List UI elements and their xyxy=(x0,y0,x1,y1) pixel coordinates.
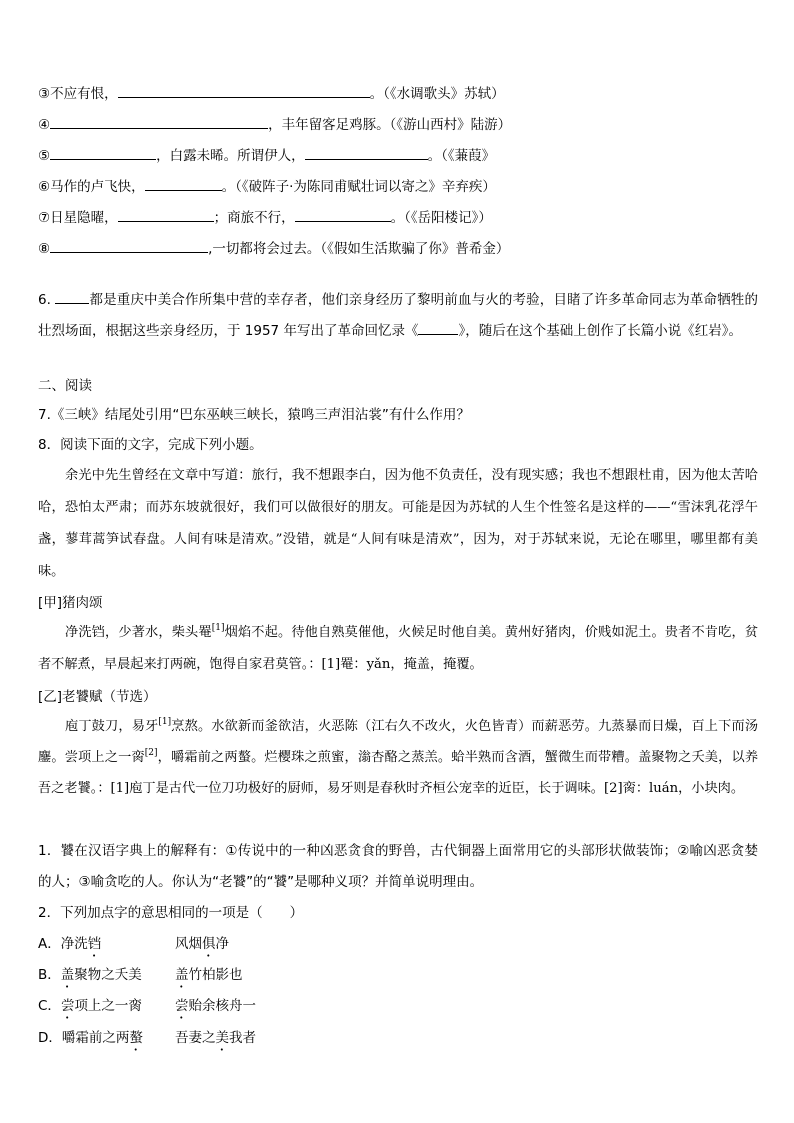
option-label: A． xyxy=(38,936,61,952)
line-4-source: ，丰年留客足鸡豚。（《游山西村》陆游） xyxy=(268,117,512,133)
dotted-char: 盖 xyxy=(175,967,189,983)
sub-question-1: 1．饕在汉语字典上的解释有：①传说中的一种凶恶贪食的野兽，古代铜器上面常用它的头部形状做装饰；②喻凶恶贪婪的人；③喻贪吃的人。你认为“老饕”的“饕”是哪种义项？并简单说明理由。 xyxy=(38,843,758,890)
option-label: D． xyxy=(38,1030,62,1046)
section-heading: 二、阅读 xyxy=(38,378,92,394)
answer-blank[interactable] xyxy=(50,238,208,253)
line-3-source: 。（《水调歌头》苏轼） xyxy=(369,86,505,102)
passage-intro: 余光中先生曾经在文章中写道：旅行，我不想跟李白，因为他不负责任，没有现实感；我也不想跟杜甫，因为他太苦哈哈，恐怕太严肃；而苏东坡就很好，我们可以做很好的朋友。可能是因为苏轼的人生个性签名是这样的——“雪沫乳花浮午盏，蓼茸蒿笋试春盘。人间有味是清欢。”没错，就是“人间有味是清欢”，因为，对于苏轼来说，无论在哪里，哪里都有美味。 xyxy=(38,468,758,579)
passage-jia xyxy=(38,617,758,681)
passage-jia-title: [甲]猪肉颂 xyxy=(38,595,103,611)
option-label: C． xyxy=(38,998,61,1014)
option-left-text: 项上之一脔 xyxy=(74,998,142,1014)
line-7-source: 。（《岳阳楼记》） xyxy=(390,210,492,226)
line-7-prefix: ⑦日星隐曜， xyxy=(38,210,118,226)
footnote-mark: [1] xyxy=(211,623,225,633)
question-6-text: 都是重庆中美合作所集中营的幸存者，他们亲身经历了黎明前血与火的考验，目睹了许多革命同志为革命牺牲的壮烈场面，根据这些亲身经历，于 1957 年写出了革命回忆录《 xyxy=(38,292,758,339)
answer-blank[interactable] xyxy=(50,114,268,129)
answer-blank[interactable] xyxy=(145,176,222,191)
line-5-source: 。（《蒹葭》 xyxy=(427,148,496,164)
option-right-text: 净 xyxy=(215,936,229,952)
answer-blank[interactable] xyxy=(55,289,89,304)
yi-text-2: 烹熬。水欲新而釜欲洁，火恶陈（江右久不改火，火色皆青）而薪恶劳。九蒸暴而日燥，百上下而汤鏖。尝项上之一脔 xyxy=(38,719,759,765)
line-6-source: 。（《破阵子·为陈同甫赋壮词以寄之》辛弃疾） xyxy=(221,179,496,195)
line-5-prefix: ⑤ xyxy=(38,148,51,164)
question-6-text-end: 》，随后在这个基础上创作了长篇小说《红岩》。 xyxy=(458,323,742,339)
answer-blank[interactable] xyxy=(295,207,391,222)
option-a[interactable] xyxy=(38,935,229,960)
option-left-text: 聚物之夭美 xyxy=(74,967,142,983)
footnote-mark: [2] xyxy=(144,748,158,758)
answer-blank[interactable] xyxy=(50,145,156,160)
dotted-char: 美 xyxy=(215,1030,229,1046)
answer-blank[interactable] xyxy=(305,145,428,160)
answer-blank[interactable] xyxy=(418,320,458,335)
dotted-char: 尝 xyxy=(60,998,75,1014)
option-c[interactable] xyxy=(38,997,256,1022)
yi-text-1: 庖丁鼓刀，易牙 xyxy=(65,719,159,734)
option-right-text: 风烟 xyxy=(175,936,202,952)
option-right-text: 贻余核舟一 xyxy=(188,998,256,1014)
passage-yi-title: [乙]老饕赋（节选） xyxy=(38,689,157,705)
option-b[interactable] xyxy=(38,966,243,991)
option-right xyxy=(175,966,243,991)
line-4-prefix: ④ xyxy=(38,117,51,133)
dotted-char: 螯 xyxy=(129,1030,143,1046)
poem-line-7 xyxy=(38,207,758,227)
line-6-prefix: ⑥马作的卢飞快， xyxy=(38,179,145,195)
question-6-number: 6. xyxy=(38,292,51,308)
dotted-char: 俱 xyxy=(202,936,216,952)
answer-blank[interactable] xyxy=(118,207,214,222)
footnote-mark: [1] xyxy=(158,717,172,727)
line-3-prefix: ③不应有恨， xyxy=(38,86,118,102)
line-7-middle: ；商旅不行， xyxy=(213,210,295,226)
dotted-char: 盖 xyxy=(60,967,75,983)
question-7: 7.《三峡》结尾处引用“巴东巫峡三峡长，猿鸣三声泪沾裳”有什么作用？ xyxy=(38,407,470,423)
option-right-text: 我者 xyxy=(229,1030,256,1046)
option-left-text: 净洗 xyxy=(60,936,88,952)
dotted-char: 尝 xyxy=(175,998,189,1014)
line-8-source: ,一切都将会过去。（《假如生活欺骗了你》普希金） xyxy=(208,241,510,257)
poem-line-6 xyxy=(38,176,758,196)
answer-blank[interactable] xyxy=(118,83,370,98)
option-left-text: 嚼霜前之两 xyxy=(61,1030,130,1046)
question-8: 8．阅读下面的文字，完成下列小题。 xyxy=(38,437,263,453)
poem-line-4 xyxy=(38,114,758,134)
jia-text-1: 净洗铛，少著水，柴头罨 xyxy=(65,625,212,640)
poem-line-8 xyxy=(38,238,758,258)
yi-text-3: ，嚼霜前之两螯。烂樱珠之煎蜜，滃杏酪之蒸羔。蛤半熟而含酒，蟹微生而带糟。盖聚物之夭美，以养吾之老饕。：[1]庖丁是古代一位刀功极好的厨师，易牙则是春秋时齐桓公宠幸的近臣，长于调味。[2]脔：luán，小块肉。 xyxy=(38,750,759,796)
line-5-middle: ，白露未晞。所谓伊人， xyxy=(156,148,305,164)
option-right xyxy=(175,1029,256,1054)
option-right-text: 竹柏影也 xyxy=(188,967,243,983)
poem-line-3 xyxy=(38,83,758,103)
dotted-char: 铛 xyxy=(87,936,102,952)
option-right xyxy=(175,997,256,1022)
option-label: B． xyxy=(38,967,61,983)
question-6 xyxy=(38,285,758,347)
line-8-prefix: ⑧ xyxy=(38,241,51,257)
jia-text-2: 烟焰不起。待他自熟莫催他，火候足时他自美。黄州好猪肉，价贱如泥土。贵者不肯吃，贫者不解煮，早晨起来打两碗，饱得自家君莫管。：[1]罨：yǎn，掩盖，掩覆。 xyxy=(38,625,759,672)
option-right xyxy=(175,935,229,960)
passage-yi xyxy=(38,711,758,804)
poem-line-5 xyxy=(38,145,758,165)
sub-question-2: 2．下列加点字的意思相同的一项是（ ） xyxy=(38,905,304,921)
option-right-text: 吾妻之 xyxy=(175,1030,216,1046)
option-d[interactable] xyxy=(38,1029,256,1054)
